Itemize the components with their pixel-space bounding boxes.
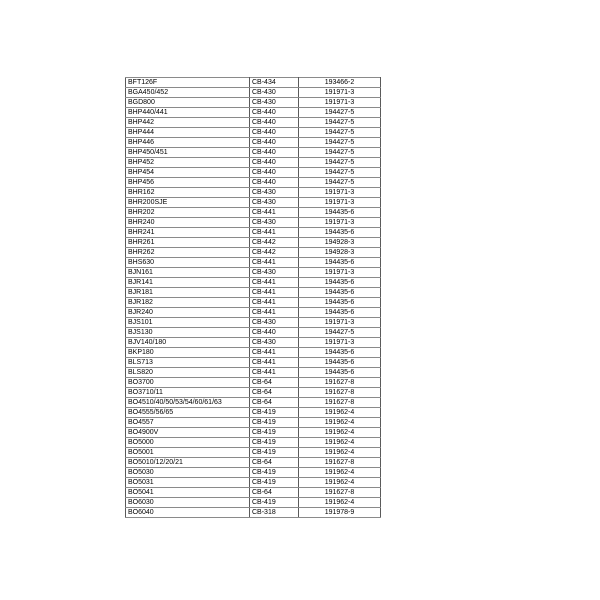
table-row (126, 118, 381, 128)
table-row (126, 268, 381, 278)
model-cell: BJS130 (126, 328, 250, 338)
table-row (126, 198, 381, 208)
part-number-cell: 191962-4 (299, 408, 381, 418)
part-number-cell: 194435-6 (299, 258, 381, 268)
model-cell: BHP456 (126, 178, 250, 188)
table-row (126, 358, 381, 368)
model-cell: BLS713 (126, 358, 250, 368)
table-row (126, 438, 381, 448)
table-row (126, 78, 381, 88)
model-cell: BJN161 (126, 268, 250, 278)
brush-cell: CB-440 (250, 148, 299, 158)
brush-cell: CB-441 (250, 258, 299, 268)
table-row (126, 128, 381, 138)
brush-cell: CB-441 (250, 308, 299, 318)
part-number-cell: 191971-3 (299, 218, 381, 228)
part-number-cell: 194435-6 (299, 298, 381, 308)
part-number-cell: 191971-3 (299, 198, 381, 208)
part-number-cell: 194435-6 (299, 278, 381, 288)
part-number-cell: 194435-6 (299, 208, 381, 218)
table-row (126, 328, 381, 338)
table-row (126, 278, 381, 288)
brush-cell: CB-430 (250, 218, 299, 228)
part-number-cell: 191627-8 (299, 458, 381, 468)
model-cell: BHP444 (126, 128, 250, 138)
part-number-cell: 194435-6 (299, 358, 381, 368)
table-row (126, 508, 381, 518)
brush-cell: CB-419 (250, 418, 299, 428)
table-row (126, 418, 381, 428)
brush-cell: CB-440 (250, 168, 299, 178)
brush-cell: CB-440 (250, 138, 299, 148)
model-cell: BHR200SJE (126, 198, 250, 208)
brush-cell: CB-64 (250, 458, 299, 468)
model-cell: BO5041 (126, 488, 250, 498)
table-row (126, 158, 381, 168)
table-row (126, 298, 381, 308)
brush-cell: CB-430 (250, 188, 299, 198)
table-row (126, 238, 381, 248)
table-row (126, 498, 381, 508)
model-cell: BLS820 (126, 368, 250, 378)
part-number-cell: 191971-3 (299, 268, 381, 278)
model-cell: BHR261 (126, 238, 250, 248)
table-row (126, 148, 381, 158)
table-row (126, 488, 381, 498)
brush-cell: CB-441 (250, 368, 299, 378)
table-row (126, 398, 381, 408)
parts-cross-reference-table (125, 77, 381, 518)
brush-cell: CB-434 (250, 78, 299, 88)
model-cell: BJR240 (126, 308, 250, 318)
model-cell: BHS630 (126, 258, 250, 268)
part-number-cell: 191962-4 (299, 428, 381, 438)
brush-cell: CB-419 (250, 468, 299, 478)
part-number-cell: 191971-3 (299, 188, 381, 198)
part-number-cell: 194928-3 (299, 238, 381, 248)
part-number-cell: 191971-3 (299, 318, 381, 328)
model-cell: BO6040 (126, 508, 250, 518)
table-row (126, 228, 381, 238)
brush-cell: CB-430 (250, 198, 299, 208)
brush-cell: CB-318 (250, 508, 299, 518)
part-number-cell: 194435-6 (299, 288, 381, 298)
brush-cell: CB-430 (250, 98, 299, 108)
part-number-cell: 191978-9 (299, 508, 381, 518)
model-cell: BHP450/451 (126, 148, 250, 158)
table-row (126, 408, 381, 418)
table-row (126, 318, 381, 328)
part-number-cell: 194427-5 (299, 128, 381, 138)
brush-cell: CB-64 (250, 388, 299, 398)
brush-cell: CB-430 (250, 338, 299, 348)
brush-cell: CB-441 (250, 288, 299, 298)
model-cell: BGD800 (126, 98, 250, 108)
brush-cell: CB-419 (250, 438, 299, 448)
table-row (126, 258, 381, 268)
model-cell: BJR181 (126, 288, 250, 298)
part-number-cell: 191962-4 (299, 438, 381, 448)
model-cell: BJV140/180 (126, 338, 250, 348)
table-body (126, 78, 381, 518)
part-number-cell: 194427-5 (299, 168, 381, 178)
brush-cell: CB-430 (250, 318, 299, 328)
table-row (126, 188, 381, 198)
table-row (126, 308, 381, 318)
table-row (126, 468, 381, 478)
brush-cell: CB-419 (250, 408, 299, 418)
brush-cell: CB-440 (250, 178, 299, 188)
brush-cell: CB-440 (250, 128, 299, 138)
model-cell: BO5030 (126, 468, 250, 478)
model-cell: BO5001 (126, 448, 250, 458)
model-cell: BJS101 (126, 318, 250, 328)
brush-cell: CB-441 (250, 358, 299, 368)
part-number-cell: 193466-2 (299, 78, 381, 88)
table-row (126, 428, 381, 438)
model-cell: BO4510/40/50/53/54/60/61/63 (126, 398, 250, 408)
model-cell: BHP440/441 (126, 108, 250, 118)
table-row (126, 208, 381, 218)
part-number-cell: 194435-6 (299, 368, 381, 378)
model-cell: BHP452 (126, 158, 250, 168)
table-row (126, 88, 381, 98)
brush-cell: CB-419 (250, 428, 299, 438)
model-cell: BO3700 (126, 378, 250, 388)
brush-cell: CB-440 (250, 108, 299, 118)
part-number-cell: 194427-5 (299, 178, 381, 188)
brush-cell: CB-419 (250, 448, 299, 458)
table-row (126, 98, 381, 108)
model-cell: BJR182 (126, 298, 250, 308)
part-number-cell: 191971-3 (299, 88, 381, 98)
model-cell: BO4557 (126, 418, 250, 428)
model-cell: BKP180 (126, 348, 250, 358)
brush-cell: CB-442 (250, 248, 299, 258)
part-number-cell: 194427-5 (299, 118, 381, 128)
part-number-cell: 194427-5 (299, 138, 381, 148)
model-cell: BHR262 (126, 248, 250, 258)
brush-cell: CB-440 (250, 328, 299, 338)
table-row (126, 458, 381, 468)
model-cell: BHR241 (126, 228, 250, 238)
table-row (126, 368, 381, 378)
model-cell: BHP442 (126, 118, 250, 128)
table-row (126, 168, 381, 178)
part-number-cell: 191627-8 (299, 488, 381, 498)
model-cell: BGA450/452 (126, 88, 250, 98)
model-cell: BO5000 (126, 438, 250, 448)
model-cell: BHR202 (126, 208, 250, 218)
table-row (126, 218, 381, 228)
model-cell: BO5031 (126, 478, 250, 488)
model-cell: BJR141 (126, 278, 250, 288)
part-number-cell: 194427-5 (299, 108, 381, 118)
brush-cell: CB-64 (250, 398, 299, 408)
part-number-cell: 191971-3 (299, 338, 381, 348)
part-number-cell: 194928-3 (299, 248, 381, 258)
table-row (126, 348, 381, 358)
model-cell: BO6030 (126, 498, 250, 508)
table-row (126, 108, 381, 118)
part-number-cell: 191962-4 (299, 418, 381, 428)
table-row (126, 338, 381, 348)
part-number-cell: 191962-4 (299, 498, 381, 508)
brush-cell: CB-442 (250, 238, 299, 248)
table-row (126, 248, 381, 258)
part-number-cell: 191627-8 (299, 378, 381, 388)
brush-cell: CB-440 (250, 158, 299, 168)
brush-cell: CB-419 (250, 478, 299, 488)
part-number-cell: 194435-6 (299, 228, 381, 238)
part-number-cell: 191962-4 (299, 448, 381, 458)
part-number-cell: 194427-5 (299, 158, 381, 168)
brush-cell: CB-441 (250, 228, 299, 238)
brush-cell: CB-64 (250, 488, 299, 498)
part-number-cell: 191627-8 (299, 398, 381, 408)
model-cell: BHP454 (126, 168, 250, 178)
table-row (126, 478, 381, 488)
table-row (126, 448, 381, 458)
part-number-cell: 194435-6 (299, 348, 381, 358)
table-row (126, 378, 381, 388)
model-cell: BO5010/12/20/21 (126, 458, 250, 468)
model-cell: BHP446 (126, 138, 250, 148)
brush-cell: CB-441 (250, 298, 299, 308)
brush-cell: CB-419 (250, 498, 299, 508)
table-row (126, 388, 381, 398)
part-number-cell: 191627-8 (299, 388, 381, 398)
model-cell: BO4555/56/65 (126, 408, 250, 418)
brush-cell: CB-64 (250, 378, 299, 388)
brush-cell: CB-441 (250, 208, 299, 218)
model-cell: BHR240 (126, 218, 250, 228)
table-row (126, 288, 381, 298)
brush-cell: CB-430 (250, 268, 299, 278)
brush-cell: CB-430 (250, 88, 299, 98)
part-number-cell: 191971-3 (299, 98, 381, 108)
brush-cell: CB-441 (250, 348, 299, 358)
model-cell: BO3710/11 (126, 388, 250, 398)
model-cell: BFT126F (126, 78, 250, 88)
part-number-cell: 194427-5 (299, 328, 381, 338)
table-row (126, 178, 381, 188)
part-number-cell: 194427-5 (299, 148, 381, 158)
table-row (126, 138, 381, 148)
part-number-cell: 191962-4 (299, 478, 381, 488)
part-number-cell: 194435-6 (299, 308, 381, 318)
part-number-cell: 191962-4 (299, 468, 381, 478)
brush-cell: CB-441 (250, 278, 299, 288)
model-cell: BHR162 (126, 188, 250, 198)
brush-cell: CB-440 (250, 118, 299, 128)
model-cell: BO4900V (126, 428, 250, 438)
